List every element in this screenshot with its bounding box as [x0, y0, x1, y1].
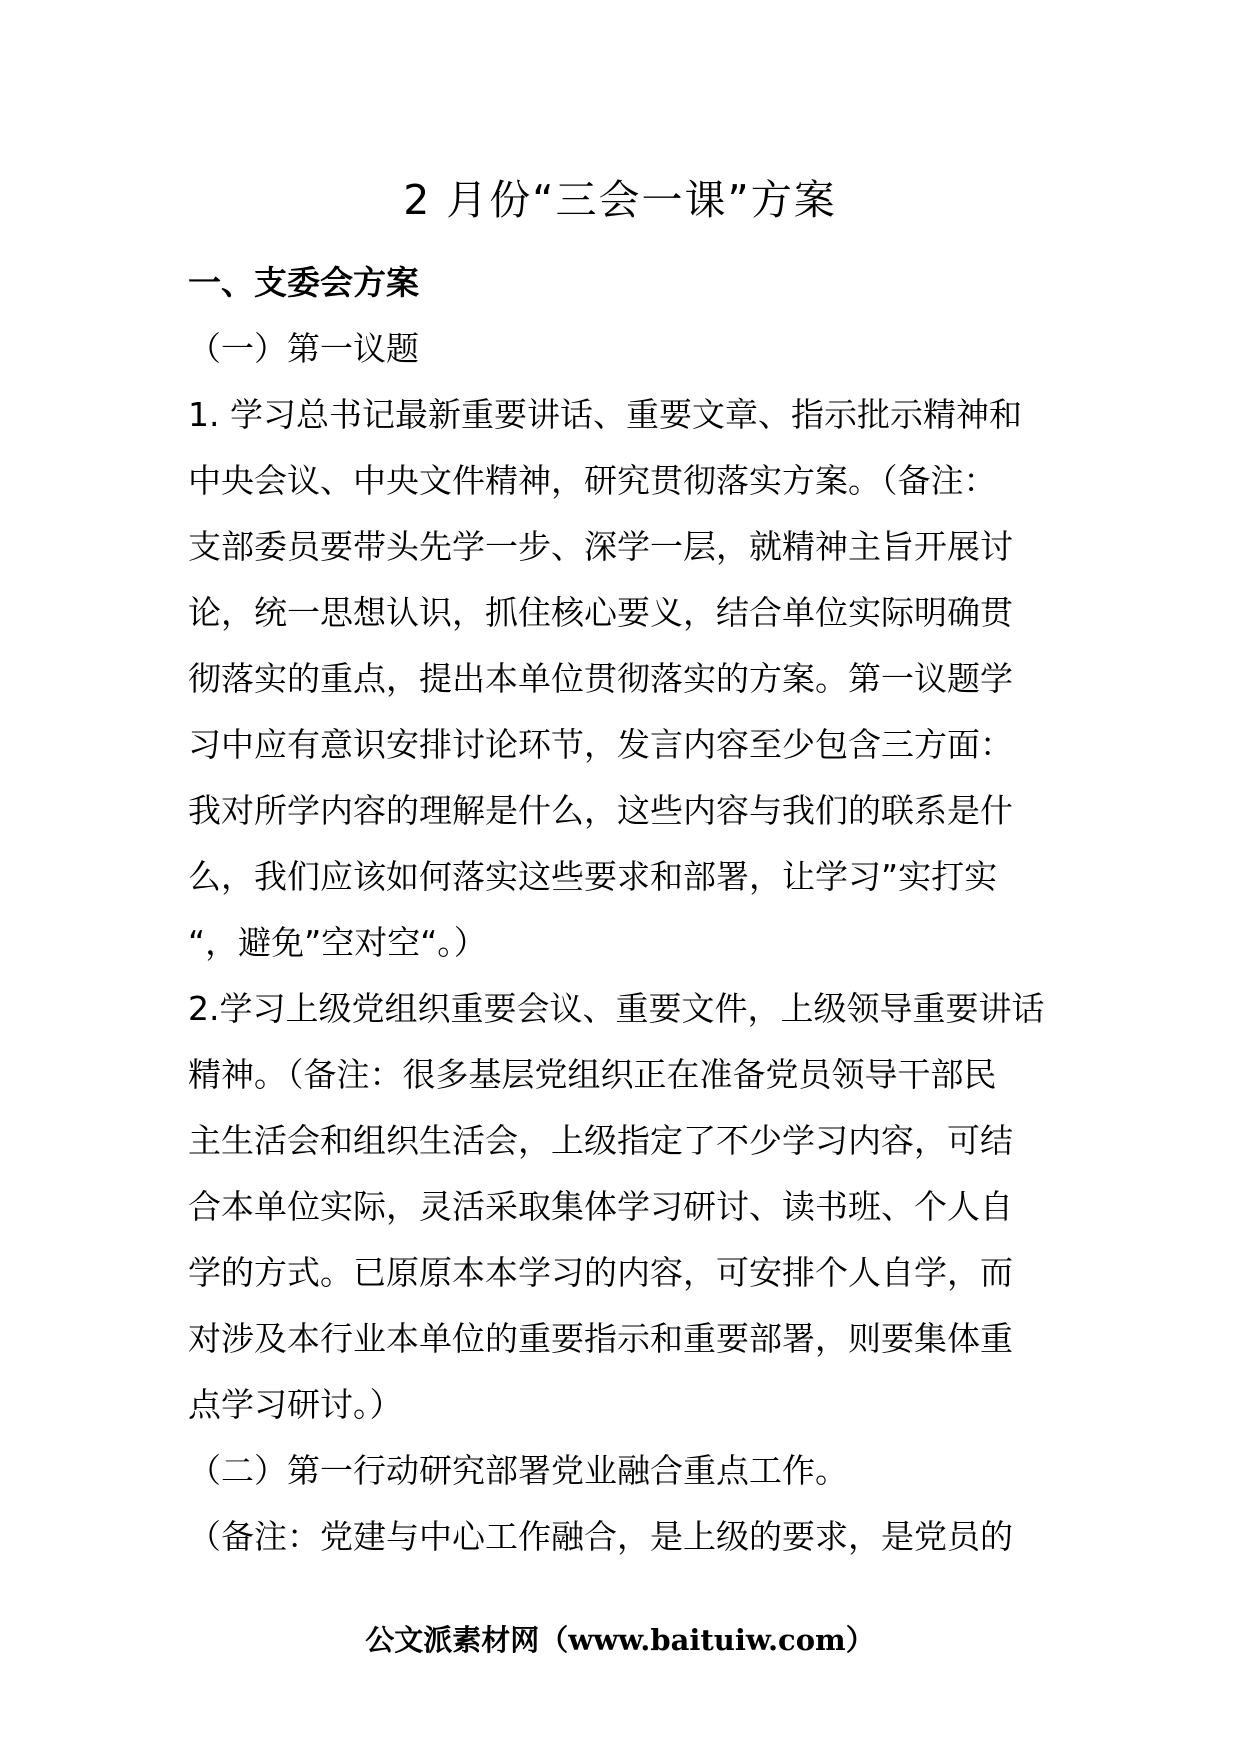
- paragraph-line: “，避免”空对空“。）: [188, 923, 487, 962]
- page-footer: 公文派素材网（www.baituiw.com）: [365, 1623, 875, 1657]
- paragraph-line: 论，统一思想认识，抓住核心要义，结合单位实际明确贯: [188, 593, 1013, 632]
- paragraph-line: 中央会议、中央文件精神，研究贯彻落实方案。（备注：: [188, 461, 997, 500]
- document-title: 2 月份“三会一课”方案: [403, 176, 837, 224]
- paragraph-line: 支部委员要带头先学一步、深学一层，就精神主旨开展讨: [188, 527, 1013, 566]
- paragraph-line: 彻落实的重点，提出本单位贯彻落实的方案。第一议题学: [188, 659, 1013, 698]
- paragraph-line: 主生活会和组织生活会，上级指定了不少学习内容，可结: [188, 1121, 1013, 1160]
- paragraph-line: （备注：党建与中心工作融合，是上级的要求，是党员的: [188, 1517, 1013, 1556]
- paragraph-line: 精神。（备注：很多基层党组织正在准备党员领导干部民: [188, 1055, 997, 1094]
- paragraph-line: 我对所学内容的理解是什么，这些内容与我们的联系是什: [188, 791, 1013, 830]
- section-heading: 一、支委会方案: [188, 263, 419, 302]
- paragraph-line: 学的方式。已原原本本学习的内容，可安排个人自学，而: [188, 1253, 1013, 1292]
- paragraph-line: （二）第一行动研究部署党业融合重点工作。: [188, 1451, 848, 1490]
- paragraph-line: 合本单位实际，灵活采取集体学习研讨、读书班、个人自: [188, 1187, 1013, 1226]
- paragraph-line: 1. 学习总书记最新重要讲话、重要文章、指示批示精神和: [188, 395, 1022, 434]
- paragraph-line: （一）第一议题: [188, 329, 419, 368]
- paragraph-line: 对涉及本行业本单位的重要指示和重要部署，则要集体重: [188, 1319, 1013, 1358]
- document-body: [188, 250, 1058, 1570]
- paragraph-line: 点学习研讨。）: [188, 1385, 403, 1424]
- paragraph-line: 习中应有意识安排讨论环节，发言内容至少包含三方面：: [188, 725, 1013, 764]
- paragraph-line: 2.学习上级党组织重要会议、重要文件，上级领导重要讲话: [188, 989, 1045, 1028]
- paragraph-line: 么，我们应该如何落实这些要求和部署，让学习”实打实: [188, 857, 998, 896]
